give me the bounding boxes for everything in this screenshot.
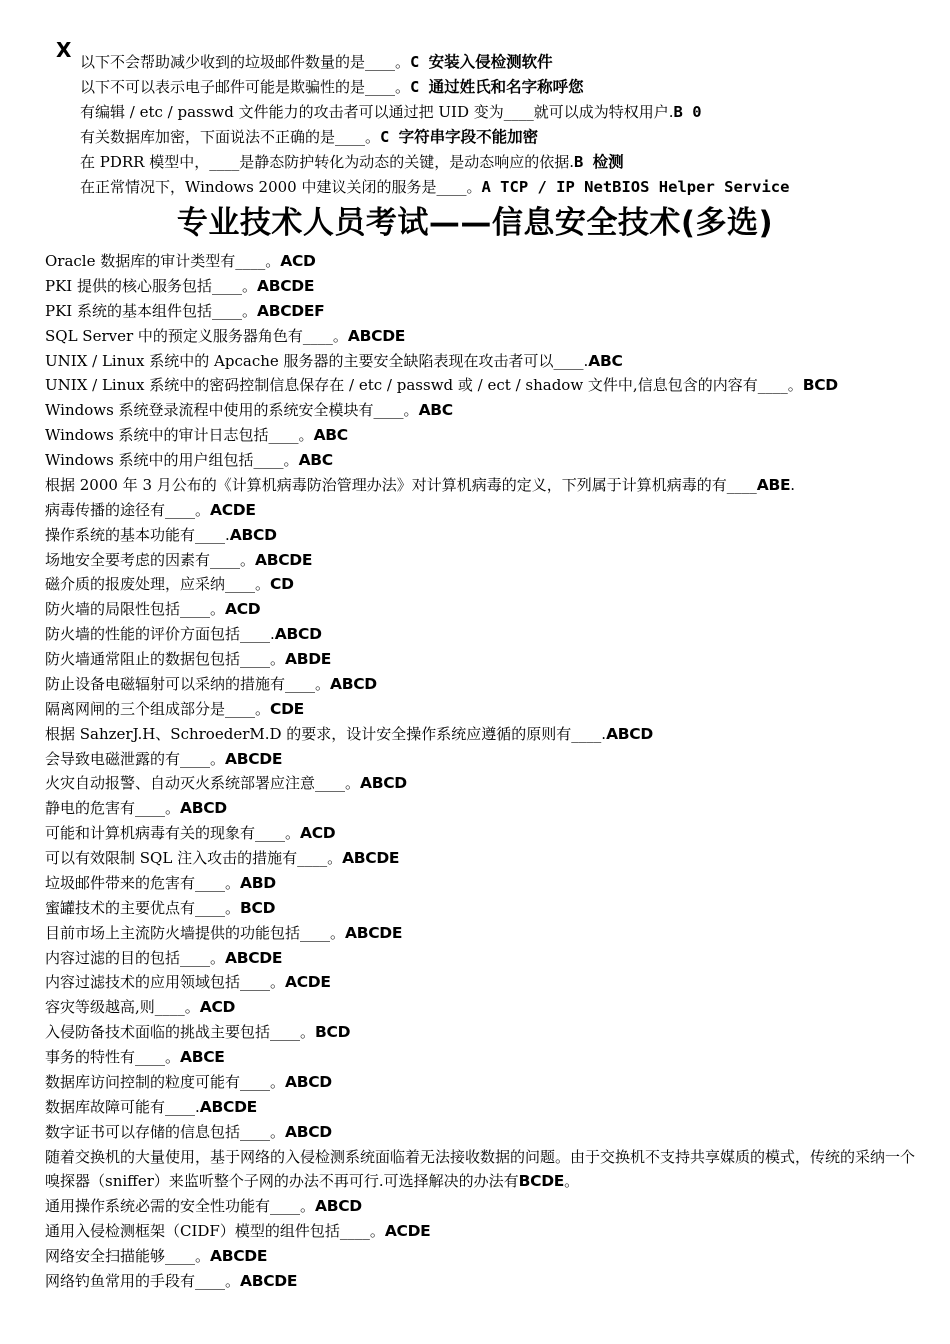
question-item bbox=[45, 1145, 925, 1195]
question-tail: 。 bbox=[564, 1172, 580, 1191]
question-text: 内容过滤的目的包括____。 bbox=[45, 948, 226, 967]
question-text: 防火墙的局限性包括____。 bbox=[45, 600, 226, 619]
page-title: 专业技术人员考试——信息安全技术(多选) bbox=[176, 205, 774, 241]
answer-text: ABCDEF bbox=[257, 301, 325, 320]
question-item bbox=[45, 1095, 925, 1120]
answer-text: ABCDE bbox=[255, 550, 313, 569]
question-text: 防火墙的性能的评价方面包括____. bbox=[45, 625, 275, 644]
answer-text: ABCE bbox=[180, 1048, 225, 1066]
question-tail: . bbox=[790, 475, 796, 494]
question-item bbox=[45, 771, 925, 796]
question-item bbox=[45, 697, 925, 722]
answer-text: A TCP / IP NetBIOS Helper Service bbox=[481, 178, 790, 196]
question-item bbox=[45, 249, 925, 274]
question-item bbox=[45, 1269, 925, 1294]
question-item bbox=[45, 423, 925, 448]
answer-text: BCD bbox=[315, 1023, 351, 1042]
answer-text: ABCDE bbox=[199, 1097, 257, 1116]
question-text: 操作系统的基本功能有____. bbox=[45, 525, 230, 544]
top-item bbox=[80, 125, 930, 150]
answer-text: ABCDE bbox=[225, 749, 283, 768]
question-text: 通用入侵检测框架（CIDF）模型的组件包括____。 bbox=[45, 1222, 385, 1241]
question-text: Oracle 数据库的审计类型有____。 bbox=[45, 252, 281, 270]
question-item bbox=[45, 896, 925, 921]
answer-text: ABC bbox=[313, 426, 348, 445]
answer-text: ABCD bbox=[274, 625, 322, 644]
answer-text: ABCD bbox=[360, 774, 407, 793]
answer-text: ABCDE bbox=[225, 948, 283, 967]
question-item bbox=[45, 373, 925, 398]
question-text: Windows 系统登录流程中使用的系统安全模块有____。 bbox=[45, 401, 419, 420]
question-item bbox=[45, 821, 925, 846]
question-text: 在 PDRR 模型中，____是静态防护转化为动态的关键，是动态响应的依据. bbox=[80, 153, 575, 171]
top-item bbox=[80, 100, 930, 125]
question-item bbox=[45, 274, 925, 299]
question-item bbox=[45, 970, 925, 995]
question-text: 有关数据库加密，下面说法不正确的是____。 bbox=[80, 128, 381, 146]
question-text: SQL Server 中的预定义服务器角色有____。 bbox=[45, 326, 348, 345]
question-item bbox=[45, 946, 925, 971]
answer-text: BCDE bbox=[518, 1172, 565, 1191]
question-item bbox=[45, 597, 925, 622]
answer-text: ACDE bbox=[384, 1222, 431, 1241]
question-text: 场地安全要考虑的因素有____。 bbox=[45, 550, 256, 569]
question-text: 数据库访问控制的粒度可能有____。 bbox=[45, 1072, 286, 1091]
question-text: 事务的特性有____。 bbox=[45, 1048, 181, 1066]
question-text: 防火墙通常阻止的数据包包括____。 bbox=[45, 650, 286, 668]
question-item bbox=[45, 572, 925, 597]
question-text: UNIX / Linux 系统中的 Apcache 服务器的主要安全缺陷表现在攻击者可以____. bbox=[45, 351, 589, 370]
question-item bbox=[45, 1045, 925, 1070]
question-item bbox=[45, 995, 925, 1020]
question-item bbox=[45, 523, 925, 548]
answer-text: ABDE bbox=[285, 650, 332, 668]
answer-text: CDE bbox=[270, 699, 304, 718]
top-item bbox=[80, 75, 930, 100]
answer-text: ABCD bbox=[315, 1197, 362, 1216]
question-text: 蜜罐技术的主要优点有____。 bbox=[45, 898, 241, 917]
answer-text: ACDE bbox=[285, 973, 331, 992]
question-text: 火灾自动报警、自动灭火系统部署应注意____。 bbox=[45, 774, 361, 793]
answer-text: ABCD bbox=[229, 525, 277, 544]
question-text: 以下不可以表示电子邮件可能是欺骗性的是____。 bbox=[80, 78, 411, 96]
answer-text: ACD bbox=[199, 998, 236, 1017]
question-text: 静电的危害有____。 bbox=[45, 799, 181, 818]
answer-text: ABC bbox=[588, 351, 623, 370]
answer-text: B 0 bbox=[673, 103, 702, 121]
question-item bbox=[45, 796, 925, 821]
answer-text: C 安装入侵检测软件 bbox=[410, 53, 553, 71]
question-text: Windows 系统中的审计日志包括____。 bbox=[45, 426, 314, 445]
question-item bbox=[45, 1219, 925, 1244]
question-item bbox=[45, 1120, 925, 1145]
question-text: 通用操作系统必需的安全性功能有____。 bbox=[45, 1197, 316, 1216]
question-item bbox=[45, 647, 925, 672]
question-text: Windows 系统中的用户组包括____。 bbox=[45, 451, 299, 469]
question-item bbox=[45, 349, 925, 374]
answer-text: ABCDE bbox=[257, 276, 315, 295]
question-text: 以下不会帮助减少收到的垃圾邮件数量的是____。 bbox=[80, 53, 411, 71]
question-text: 可以有效限制 SQL 注入攻击的措施有____。 bbox=[45, 849, 343, 867]
question-item bbox=[45, 722, 925, 747]
question-text: PKI 系统的基本组件包括____。 bbox=[45, 301, 257, 320]
question-item bbox=[45, 448, 925, 473]
answer-text: BCD bbox=[240, 898, 276, 917]
question-text: 入侵防备技术面临的挑战主要包括____。 bbox=[45, 1023, 316, 1042]
answer-text: CD bbox=[270, 575, 294, 594]
question-text: 数据库故障可能有____. bbox=[45, 1097, 200, 1116]
cross-mark: X bbox=[56, 38, 72, 62]
question-item bbox=[45, 1244, 925, 1269]
question-text: 有编辑 / etc / passwd 文件能力的攻击者可以通过把 UID 变为____就可以成为特权用户. bbox=[80, 103, 674, 121]
answer-text: ABCDE bbox=[342, 849, 400, 867]
top-item bbox=[80, 50, 930, 75]
question-item bbox=[45, 622, 925, 647]
question-text: 根据 SahzerJ.H、SchroederM.D 的要求，设计安全操作系统应遵循的原则有____. bbox=[45, 724, 607, 743]
question-text: 网络钓鱼常用的手段有____。 bbox=[45, 1271, 241, 1290]
question-text: 磁介质的报废处理，应采纳____。 bbox=[45, 575, 271, 594]
question-text: 防止设备电磁辐射可以采纳的措施有____。 bbox=[45, 674, 331, 693]
answer-text: C 字符串字段不能加密 bbox=[380, 128, 539, 146]
answer-text: ABCD bbox=[285, 1122, 332, 1141]
question-text: 在正常情况下，Windows 2000 中建议关闭的服务是____。 bbox=[80, 178, 482, 196]
question-text: PKI 提供的核心服务包括____。 bbox=[45, 276, 257, 295]
answer-text: ABCDE bbox=[210, 1247, 268, 1265]
question-item bbox=[45, 921, 925, 946]
answer-text: ACD bbox=[280, 252, 316, 270]
question-list bbox=[45, 249, 925, 1294]
question-item bbox=[45, 747, 925, 772]
question-text: UNIX / Linux 系统中的密码控制信息保存在 / etc / passwd 或 / ect / shadow 文件中,信息包含的内容有____。 bbox=[45, 376, 803, 395]
question-item bbox=[45, 1070, 925, 1095]
question-text: 内容过滤技术的应用领域包括____。 bbox=[45, 973, 286, 992]
question-text: 隔离网闸的三个组成部分是____。 bbox=[45, 699, 271, 718]
question-item bbox=[45, 299, 925, 324]
question-text: 病毒传播的途径有____。 bbox=[45, 500, 211, 519]
question-text: 会导致电磁泄露的有____。 bbox=[45, 749, 226, 768]
question-item bbox=[45, 473, 925, 498]
question-item bbox=[45, 846, 925, 871]
top-item bbox=[80, 175, 930, 200]
answer-text: ABCD bbox=[330, 674, 377, 693]
answer-text: ACD bbox=[225, 600, 261, 619]
answer-text: BCD bbox=[802, 376, 838, 395]
question-text: 根据 2000 年 3 月公布的《计算机病毒防治管理办法》对计算机病毒的定义，下列属于计算机病毒的有____ bbox=[45, 475, 757, 494]
question-text: 可能和计算机病毒有关的现象有____。 bbox=[45, 824, 301, 843]
question-item bbox=[45, 672, 925, 697]
question-item bbox=[45, 1194, 925, 1219]
question-item bbox=[45, 498, 925, 523]
answer-text: ACD bbox=[300, 824, 336, 843]
answer-text: ABC bbox=[418, 401, 453, 420]
question-item bbox=[45, 398, 925, 423]
question-text: 数字证书可以存储的信息包括____。 bbox=[45, 1122, 286, 1141]
question-text: 随着交换机的大量使用，基于网络的入侵检测系统面临着无法接收数据的问题。由于交换机不支持共享媒质的模式，传统的采纳一个嗅探器（sniffer）来监听整个子网的办法不再可行.可选择解决的办法有 bbox=[45, 1147, 916, 1191]
question-item bbox=[45, 871, 925, 896]
question-item bbox=[45, 324, 925, 349]
answer-text: ABC bbox=[298, 451, 333, 469]
answer-text: ABCD bbox=[285, 1072, 332, 1091]
question-item bbox=[45, 1020, 925, 1045]
answer-text: ABCD bbox=[606, 724, 653, 743]
question-text: 目前市场上主流防火墙提供的功能包括____。 bbox=[45, 923, 346, 942]
answer-text: ABCDE bbox=[240, 1271, 298, 1290]
question-item bbox=[45, 548, 925, 573]
answer-text: ABCD bbox=[180, 799, 227, 818]
top-question-list bbox=[80, 50, 930, 200]
question-text: 容灾等级越高,则____。 bbox=[45, 998, 200, 1017]
question-text: 网络安全扫描能够____。 bbox=[45, 1247, 211, 1265]
answer-text: ACDE bbox=[210, 500, 256, 519]
answer-text: ABCDE bbox=[347, 326, 406, 345]
answer-text: ABD bbox=[240, 873, 276, 892]
answer-text: ABCDE bbox=[345, 923, 403, 942]
question-text: 垃圾邮件带来的危害有____。 bbox=[45, 873, 241, 892]
answer-text: ABE bbox=[756, 475, 791, 494]
top-item bbox=[80, 150, 930, 175]
answer-text: C 通过姓氏和名字称呼您 bbox=[410, 78, 584, 96]
answer-text: B 检测 bbox=[574, 153, 624, 171]
